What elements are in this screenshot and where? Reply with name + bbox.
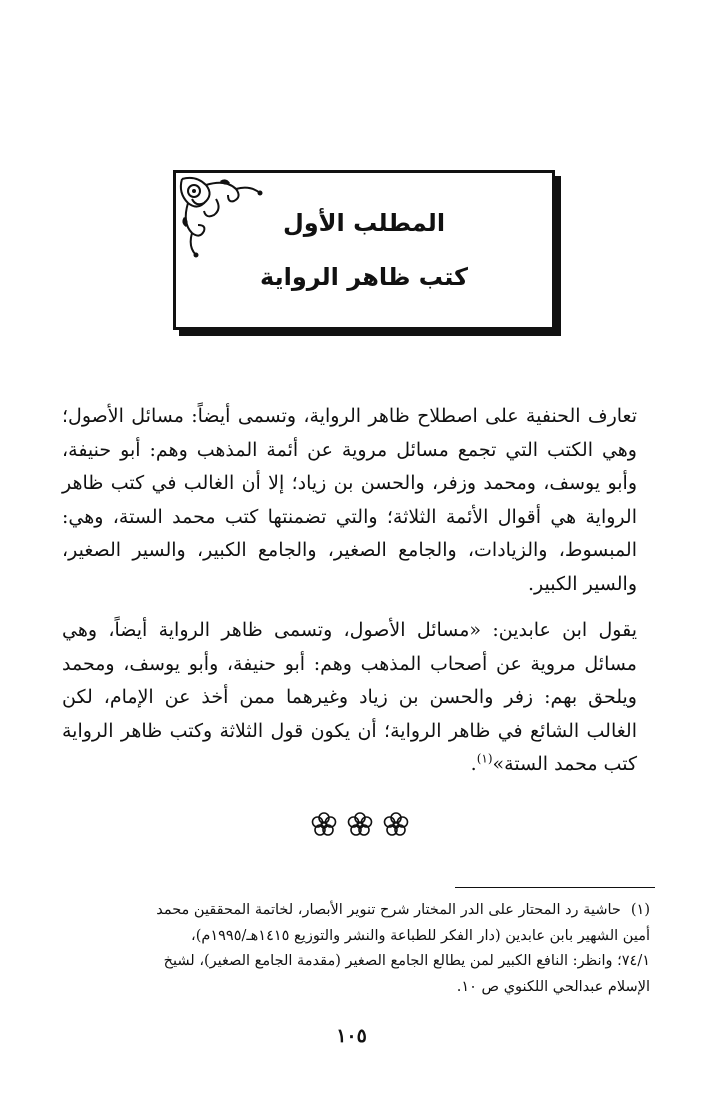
footnote-line: أمين الشهير بابن عابدين (دار الفكر للطباعة والنشر والتوزيع ١٤١٥هـ/١٩٩٥م)، — [191, 927, 650, 944]
footnote — [70, 898, 650, 1000]
footnote-line: (١)حاشية رد المحتار على الدر المختار شرح تنوير الأبصار، لخاتمة المحققين محمد — [156, 902, 650, 918]
flower-ornament-icon — [382, 811, 410, 839]
flower-ornament-icon — [310, 811, 338, 839]
footnote-line: الإسلام عبدالحي اللكنوي ص ١٠. — [456, 978, 650, 995]
text-line: تعارف الحنفية على اصطلاح ظاهر الرواية، وتسمى أيضاً: مسائل — [131, 405, 637, 427]
chapter-title-box — [173, 170, 555, 330]
paragraph-1 — [62, 400, 637, 601]
text-line: أبو حنيفة، وأبو يوسف، ومحمد وزفر، والحسن بن زياد؛ إلا أن الغالب — [62, 438, 637, 494]
chapter-subheading: كتب ظاهر الرواية — [260, 263, 468, 291]
text-line: الأصول؛ وهي الكتب التي تجمع مسائل مروية عن أئمة المذهب وهم: — [62, 405, 637, 461]
footnote-number: (١) — [630, 902, 650, 918]
flower-ornament-icon — [346, 811, 374, 839]
text-line: في كتب ظاهر الرواية هي أقوال الأئمة الثلاثة؛ والتي تضمنتها كتب محمد — [62, 472, 637, 528]
text-line: الغالب الشائع في ظاهر الرواية؛ أن يكون قول الثلاثة وكتب ظاهر الرواية — [62, 719, 637, 742]
footnote-reference[interactable]: (١) — [476, 751, 493, 766]
text-line: . — [470, 753, 477, 775]
text-line: والسير الصغير، والسير الكبير. — [62, 539, 637, 595]
footnote-separator — [455, 887, 655, 888]
section-divider — [310, 810, 410, 840]
chapter-heading: المطلب الأول — [282, 209, 446, 237]
text-line: يقول ابن عابدين: «مسائل الأصول، وتسمى ظاهر الرواية أيضاً، وهي — [62, 619, 637, 641]
footnote-line: ٧٤/١؛ وانظر: النافع الكبير لمن يطالع الجامع الصغير (مقدمة الجامع الصغير)، لشيخ — [163, 953, 650, 969]
page-number: ١٠٥ — [336, 1025, 367, 1047]
text-line: مسائل مروية عن أصحاب المذهب وهم: أبو حنيفة، وأبو يوسف، ومحمد — [62, 652, 637, 675]
paragraph-2 — [62, 614, 637, 782]
text-line: كتب محمد الستة» — [492, 753, 637, 775]
text-line: الستة، وهي: المبسوط، والزيادات، والجامع الصغير، والجامع الكبير، — [62, 505, 637, 561]
text-line: ويلحق بهم: زفر والحسن بن زياد وغيرهما ممن أخذ عن الإمام، لكن — [62, 686, 637, 708]
